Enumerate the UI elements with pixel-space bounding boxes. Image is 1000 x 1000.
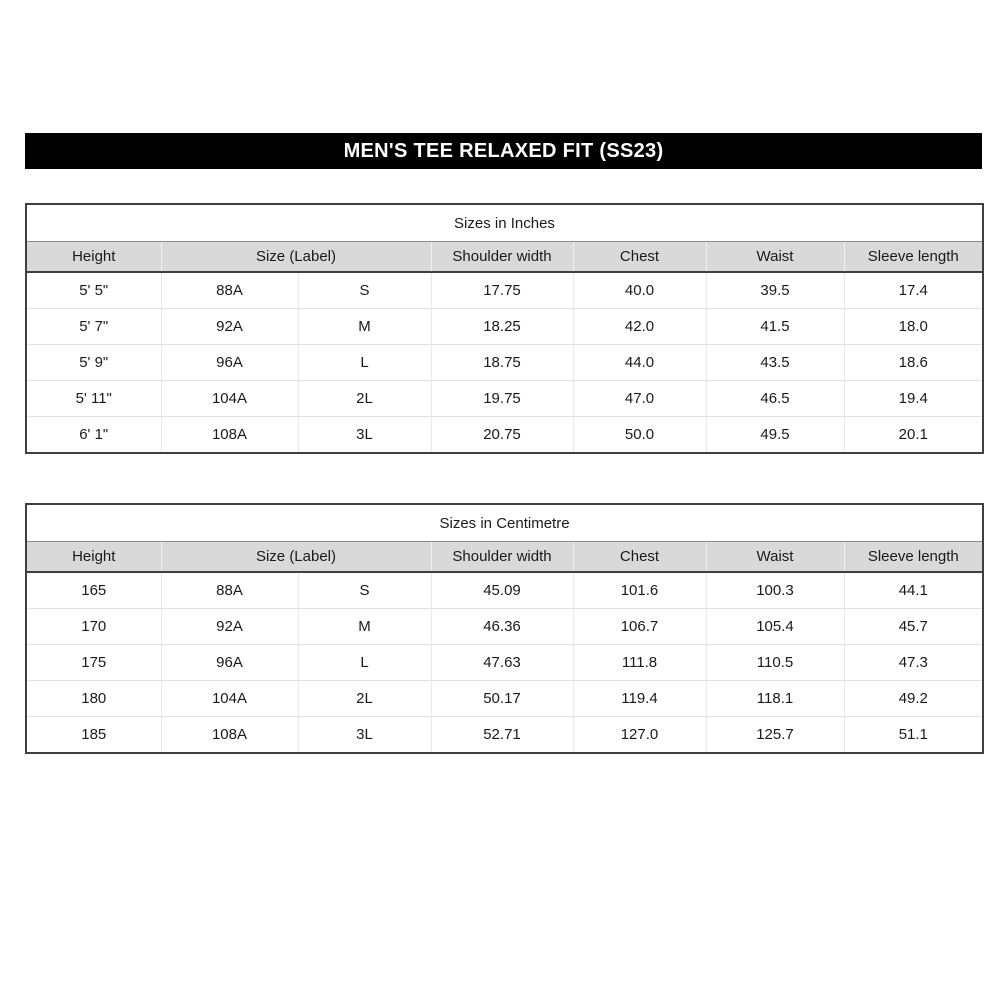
table-cell: 39.5 [706,272,844,309]
table-cell: 47.3 [844,645,983,681]
table-cell: 127.0 [573,717,706,754]
column-header-chest: Chest [573,542,706,573]
table-cell: 2L [298,381,431,417]
table-cell: 43.5 [706,345,844,381]
table-row [26,345,983,381]
column-header-sleeve-length: Sleeve length [844,542,983,573]
table-cell: 49.2 [844,681,983,717]
table-cell: 165 [26,572,161,609]
table-row [26,717,983,754]
table-cell: 92A [161,309,298,345]
table-title: Sizes in Centimetre [26,504,983,542]
table-row [26,572,983,609]
table-cell: 17.75 [431,272,573,309]
product-title-banner [25,133,982,169]
table-header-row [26,542,983,573]
table-row [26,272,983,309]
table-cell: 51.1 [844,717,983,754]
table-cell: 45.09 [431,572,573,609]
table-cell: 108A [161,417,298,454]
table-cell: 5' 11" [26,381,161,417]
table-cell: 2L [298,681,431,717]
table-cell: 6' 1" [26,417,161,454]
table-cell: 105.4 [706,609,844,645]
table-cell: 47.0 [573,381,706,417]
table-cell: 110.5 [706,645,844,681]
sizes-centimetre-table [25,503,984,754]
table-cell: 17.4 [844,272,983,309]
table-title-row [26,204,983,242]
table-row [26,645,983,681]
table-cell: 20.1 [844,417,983,454]
sizes-inches-table [25,203,984,454]
column-header-waist: Waist [706,542,844,573]
table-cell: 19.4 [844,381,983,417]
table-cell: 3L [298,717,431,754]
table-header-row [26,242,983,273]
table-cell: 125.7 [706,717,844,754]
table-cell: M [298,609,431,645]
table-cell: 101.6 [573,572,706,609]
table-cell: 88A [161,572,298,609]
table-cell: 92A [161,609,298,645]
table-cell: M [298,309,431,345]
column-header-waist: Waist [706,242,844,273]
table-cell: 111.8 [573,645,706,681]
table-cell: 47.63 [431,645,573,681]
column-header-shoulder-width: Shoulder width [431,542,573,573]
product-title: MEN'S TEE RELAXED FIT (SS23) [343,139,664,162]
column-header-chest: Chest [573,242,706,273]
table-cell: 185 [26,717,161,754]
table-cell: L [298,345,431,381]
table-cell: S [298,572,431,609]
table-cell: 5' 9" [26,345,161,381]
table-cell: S [298,272,431,309]
table-cell: 88A [161,272,298,309]
table-row [26,681,983,717]
table-cell: 50.0 [573,417,706,454]
table-title: Sizes in Inches [26,204,983,242]
table-cell: 104A [161,681,298,717]
table-cell: L [298,645,431,681]
table-cell: 106.7 [573,609,706,645]
column-header-sleeve-length: Sleeve length [844,242,983,273]
table-cell: 45.7 [844,609,983,645]
column-header-size-label: Size (Label) [161,242,431,273]
table-cell: 18.25 [431,309,573,345]
table-cell: 52.71 [431,717,573,754]
table-cell: 100.3 [706,572,844,609]
table-cell: 18.6 [844,345,983,381]
column-header-height: Height [26,542,161,573]
table-cell: 41.5 [706,309,844,345]
table-row [26,381,983,417]
table-cell: 108A [161,717,298,754]
column-header-height: Height [26,242,161,273]
table-cell: 49.5 [706,417,844,454]
table-cell: 119.4 [573,681,706,717]
table-cell: 5' 7" [26,309,161,345]
table-cell: 3L [298,417,431,454]
table-cell: 40.0 [573,272,706,309]
table-cell: 104A [161,381,298,417]
table-cell: 170 [26,609,161,645]
table-cell: 96A [161,645,298,681]
table-cell: 46.5 [706,381,844,417]
column-header-shoulder-width: Shoulder width [431,242,573,273]
table-cell: 44.0 [573,345,706,381]
table-cell: 118.1 [706,681,844,717]
column-header-size-label: Size (Label) [161,542,431,573]
table-cell: 19.75 [431,381,573,417]
table-row [26,609,983,645]
table-cell: 180 [26,681,161,717]
table-row [26,417,983,454]
table-cell: 175 [26,645,161,681]
table-cell: 44.1 [844,572,983,609]
table-cell: 46.36 [431,609,573,645]
table-cell: 96A [161,345,298,381]
table-cell: 18.0 [844,309,983,345]
table-cell: 18.75 [431,345,573,381]
table-title-row [26,504,983,542]
table-cell: 5' 5" [26,272,161,309]
table-row [26,309,983,345]
table-cell: 20.75 [431,417,573,454]
table-cell: 42.0 [573,309,706,345]
table-cell: 50.17 [431,681,573,717]
